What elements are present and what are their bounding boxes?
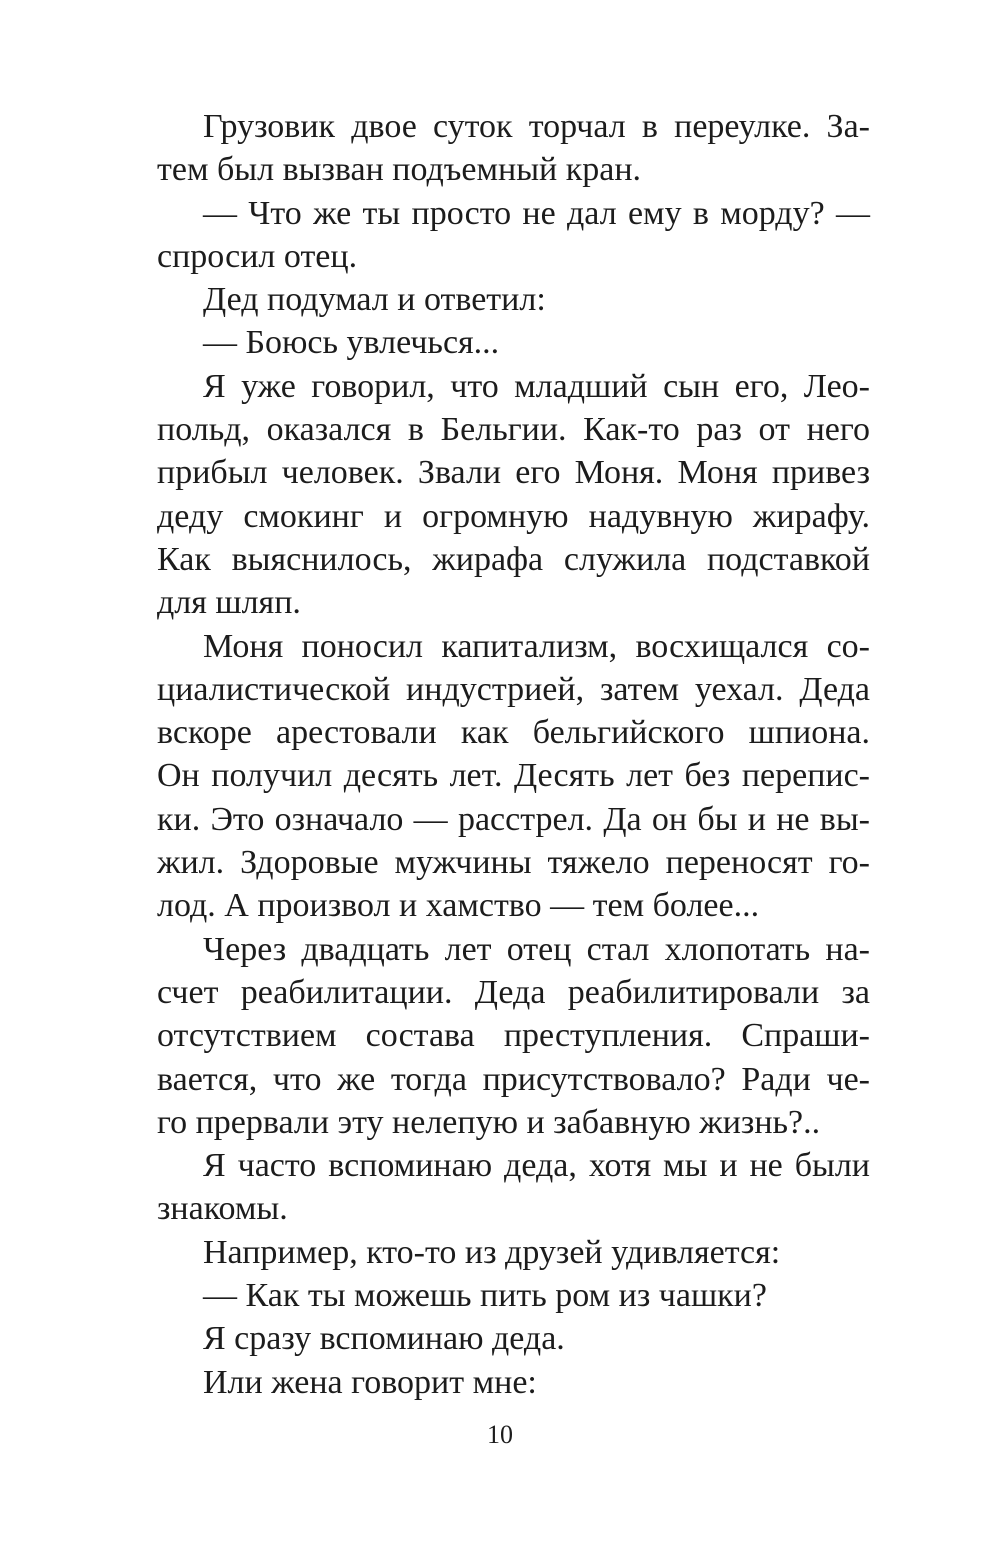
text-line: Моня поносил капитализм, восхищался со- (203, 627, 870, 665)
text-line: Например, кто-то из друзей удивляется: (203, 1233, 781, 1271)
text-line: отсутствием состава преступления. Спраши- (157, 1017, 870, 1055)
text-line: Я сразу вспоминаю деда. (203, 1320, 565, 1358)
text-line: Я уже говорил, что младший сын его, Лео- (203, 367, 870, 405)
text-line: жил. Здоровые мужчины тяжело переносят го- (157, 844, 870, 882)
text-line: знакомы. (157, 1190, 288, 1228)
text-line: ки. Это означало — расстрел. Да он бы и не вы- (157, 800, 870, 838)
text-line: лод. А произвол и хамство — тем более... (157, 887, 760, 925)
text-line: Грузовик двое суток торчал в переулке. За- (203, 108, 870, 145)
text-line: Как выяснилось, жирафа служила подставкой (157, 540, 870, 578)
text-line: для шляп. (157, 584, 301, 622)
text-line: вается, что же тогда присутствовало? Ради че- (157, 1060, 870, 1098)
text-line: Я часто вспоминаю деда, хотя мы и не были (203, 1147, 870, 1185)
text-line: Дед подумал и ответил: (203, 281, 546, 319)
text-line: — Что же ты просто не дал ему в морду? — (203, 194, 870, 232)
text-line: вскоре арестовали как бельгийского шпиона. (157, 714, 870, 752)
text-line: циалистической индустрией, затем уехал. Деда (157, 670, 870, 708)
text-line: Через двадцать лет отец стал хлопотать на- (203, 930, 870, 968)
body-text (157, 105, 870, 1404)
text-line: деду смокинг и огромную надувную жирафу. (157, 497, 870, 535)
text-line: прибыл человек. Звали его Моня. Моня привез (157, 454, 870, 492)
text-line: — Боюсь увлечься... (203, 324, 500, 362)
text-line: — Как ты можешь пить ром из чашки? (203, 1277, 767, 1315)
text-line: польд, оказался в Бельгии. Как-то раз от него (157, 411, 870, 449)
text-line: Он получил десять лет. Десять лет без перепис- (157, 757, 870, 795)
text-line: го прервали эту нелепую и забавную жизнь?.. (157, 1103, 821, 1141)
text-line: Или жена говорит мне: (203, 1363, 537, 1401)
text-line: счет реабилитации. Деда реабилитировали за (157, 973, 870, 1011)
text-line: спросил отец. (157, 237, 358, 275)
text-line: тем был вызван подъемный кран. (157, 151, 642, 189)
page-number: 10 (487, 1420, 513, 1449)
